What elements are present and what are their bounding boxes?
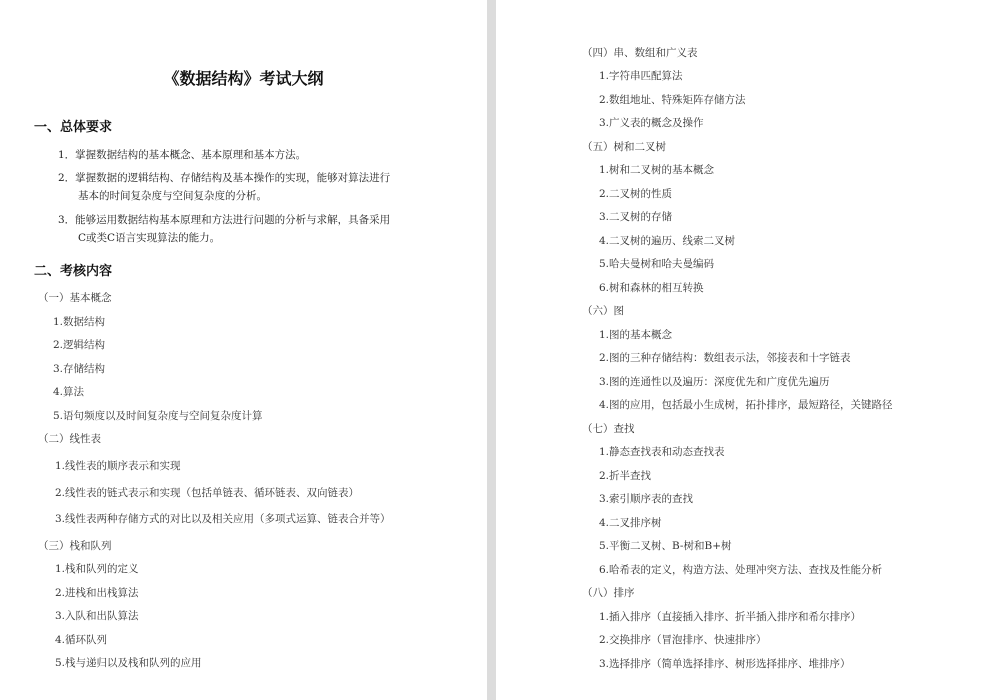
requirement-line: 1．掌握数据结构的基本概念、基本原理和基本方法。 bbox=[58, 149, 307, 161]
list-item: 5.栈与递归以及栈和队列的应用 bbox=[55, 657, 202, 669]
list-item: 1.图的基本概念 bbox=[599, 329, 673, 341]
requirement-line: 2．掌握数据的逻辑结构、存储结构及基本操作的实现，能够对算法进行 bbox=[58, 172, 391, 184]
requirement-line-continued: 基本的时间复杂度与空间复杂度的分析。 bbox=[78, 190, 267, 202]
list-item: 2.逻辑结构 bbox=[53, 339, 106, 351]
requirement-item bbox=[58, 146, 306, 164]
list-item: 4.二叉排序树 bbox=[599, 517, 662, 529]
list-item: 1.插入排序（直接插入排序、折半插入排序和希尔排序） bbox=[599, 611, 862, 623]
section-title: （二）线性表 bbox=[38, 433, 101, 445]
list-item: 4.图的应用，包括最小生成树，拓扑排序，最短路径，关键路径 bbox=[599, 399, 893, 411]
section-title: （六）图 bbox=[582, 305, 624, 317]
list-item: 3.索引顺序表的查找 bbox=[599, 493, 694, 505]
list-item: 2.交换排序（冒泡排序、快速排序） bbox=[599, 634, 767, 646]
document-title: 《数据结构》考试大纲 bbox=[163, 69, 324, 88]
list-item: 4.循环队列 bbox=[55, 634, 108, 646]
requirement-item bbox=[58, 169, 390, 205]
list-item: 2.折半查找 bbox=[599, 470, 652, 482]
list-item: 3.入队和出队算法 bbox=[55, 610, 139, 622]
list-item: 1.字符串匹配算法 bbox=[599, 70, 683, 82]
list-item: 6.哈希表的定义，构造方法、处理冲突方法、查找及性能分析 bbox=[599, 564, 883, 576]
list-item: 2.数组地址、特殊矩阵存储方法 bbox=[599, 94, 746, 106]
list-item: 1.树和二叉树的基本概念 bbox=[599, 164, 715, 176]
list-item: 2.图的三种存储结构：数组表示法，邻接表和十字链表 bbox=[599, 352, 851, 364]
list-item: 2.进栈和出栈算法 bbox=[55, 587, 139, 599]
list-item: 1.数据结构 bbox=[53, 316, 106, 328]
section-title: （五）树和二叉树 bbox=[582, 141, 666, 153]
requirement-item bbox=[58, 211, 390, 247]
section-title: （四）串、数组和广义表 bbox=[582, 47, 698, 59]
list-item: 3.选择排序（简单选择排序、树形选择排序、堆排序） bbox=[599, 658, 851, 670]
heading-exam-content: 二、考核内容 bbox=[34, 264, 113, 279]
list-item: 6.树和森林的相互转换 bbox=[599, 282, 704, 294]
list-item: 1.线性表的顺序表示和实现 bbox=[55, 460, 181, 472]
list-item: 5.语句频度以及时间复杂度与空间复杂度计算 bbox=[53, 410, 263, 422]
list-item: 2.线性表的链式表示和实现（包括单链表、循环链表、双向链表） bbox=[55, 487, 360, 499]
list-item: 5.平衡二叉树、B-树和B+树 bbox=[599, 540, 732, 552]
page-gap bbox=[487, 0, 496, 700]
list-item: 3.线性表两种存储方式的对比以及相关应用（多项式运算、链表合并等） bbox=[55, 513, 391, 525]
list-item: 3.广义表的概念及操作 bbox=[599, 117, 704, 129]
list-item: 4.二叉树的遍历、线索二叉树 bbox=[599, 235, 736, 247]
list-item: 3.二叉树的存储 bbox=[599, 211, 673, 223]
requirement-line: 3．能够运用数据结构基本原理和方法进行问题的分析与求解，具备采用 bbox=[58, 214, 391, 226]
requirement-line-continued: C或类C语言实现算法的能力。 bbox=[78, 232, 221, 244]
section-title: （一）基本概念 bbox=[38, 292, 112, 304]
list-item: 2.二叉树的性质 bbox=[599, 188, 673, 200]
heading-general-requirements: 一、总体要求 bbox=[34, 120, 113, 135]
section-title: （七）查找 bbox=[582, 423, 635, 435]
document-page-left bbox=[0, 0, 487, 700]
list-item: 3.存储结构 bbox=[53, 363, 106, 375]
section-title: （八）排序 bbox=[582, 587, 635, 599]
section-title: （三）栈和队列 bbox=[38, 540, 112, 552]
list-item: 5.哈夫曼树和哈夫曼编码 bbox=[599, 258, 715, 270]
list-item: 1.栈和队列的定义 bbox=[55, 563, 139, 575]
document-page-right bbox=[496, 0, 998, 700]
list-item: 4.算法 bbox=[53, 386, 85, 398]
list-item: 1.静态查找表和动态查找表 bbox=[599, 446, 725, 458]
list-item: 3.图的连通性以及遍历：深度优先和广度优先遍历 bbox=[599, 376, 830, 388]
